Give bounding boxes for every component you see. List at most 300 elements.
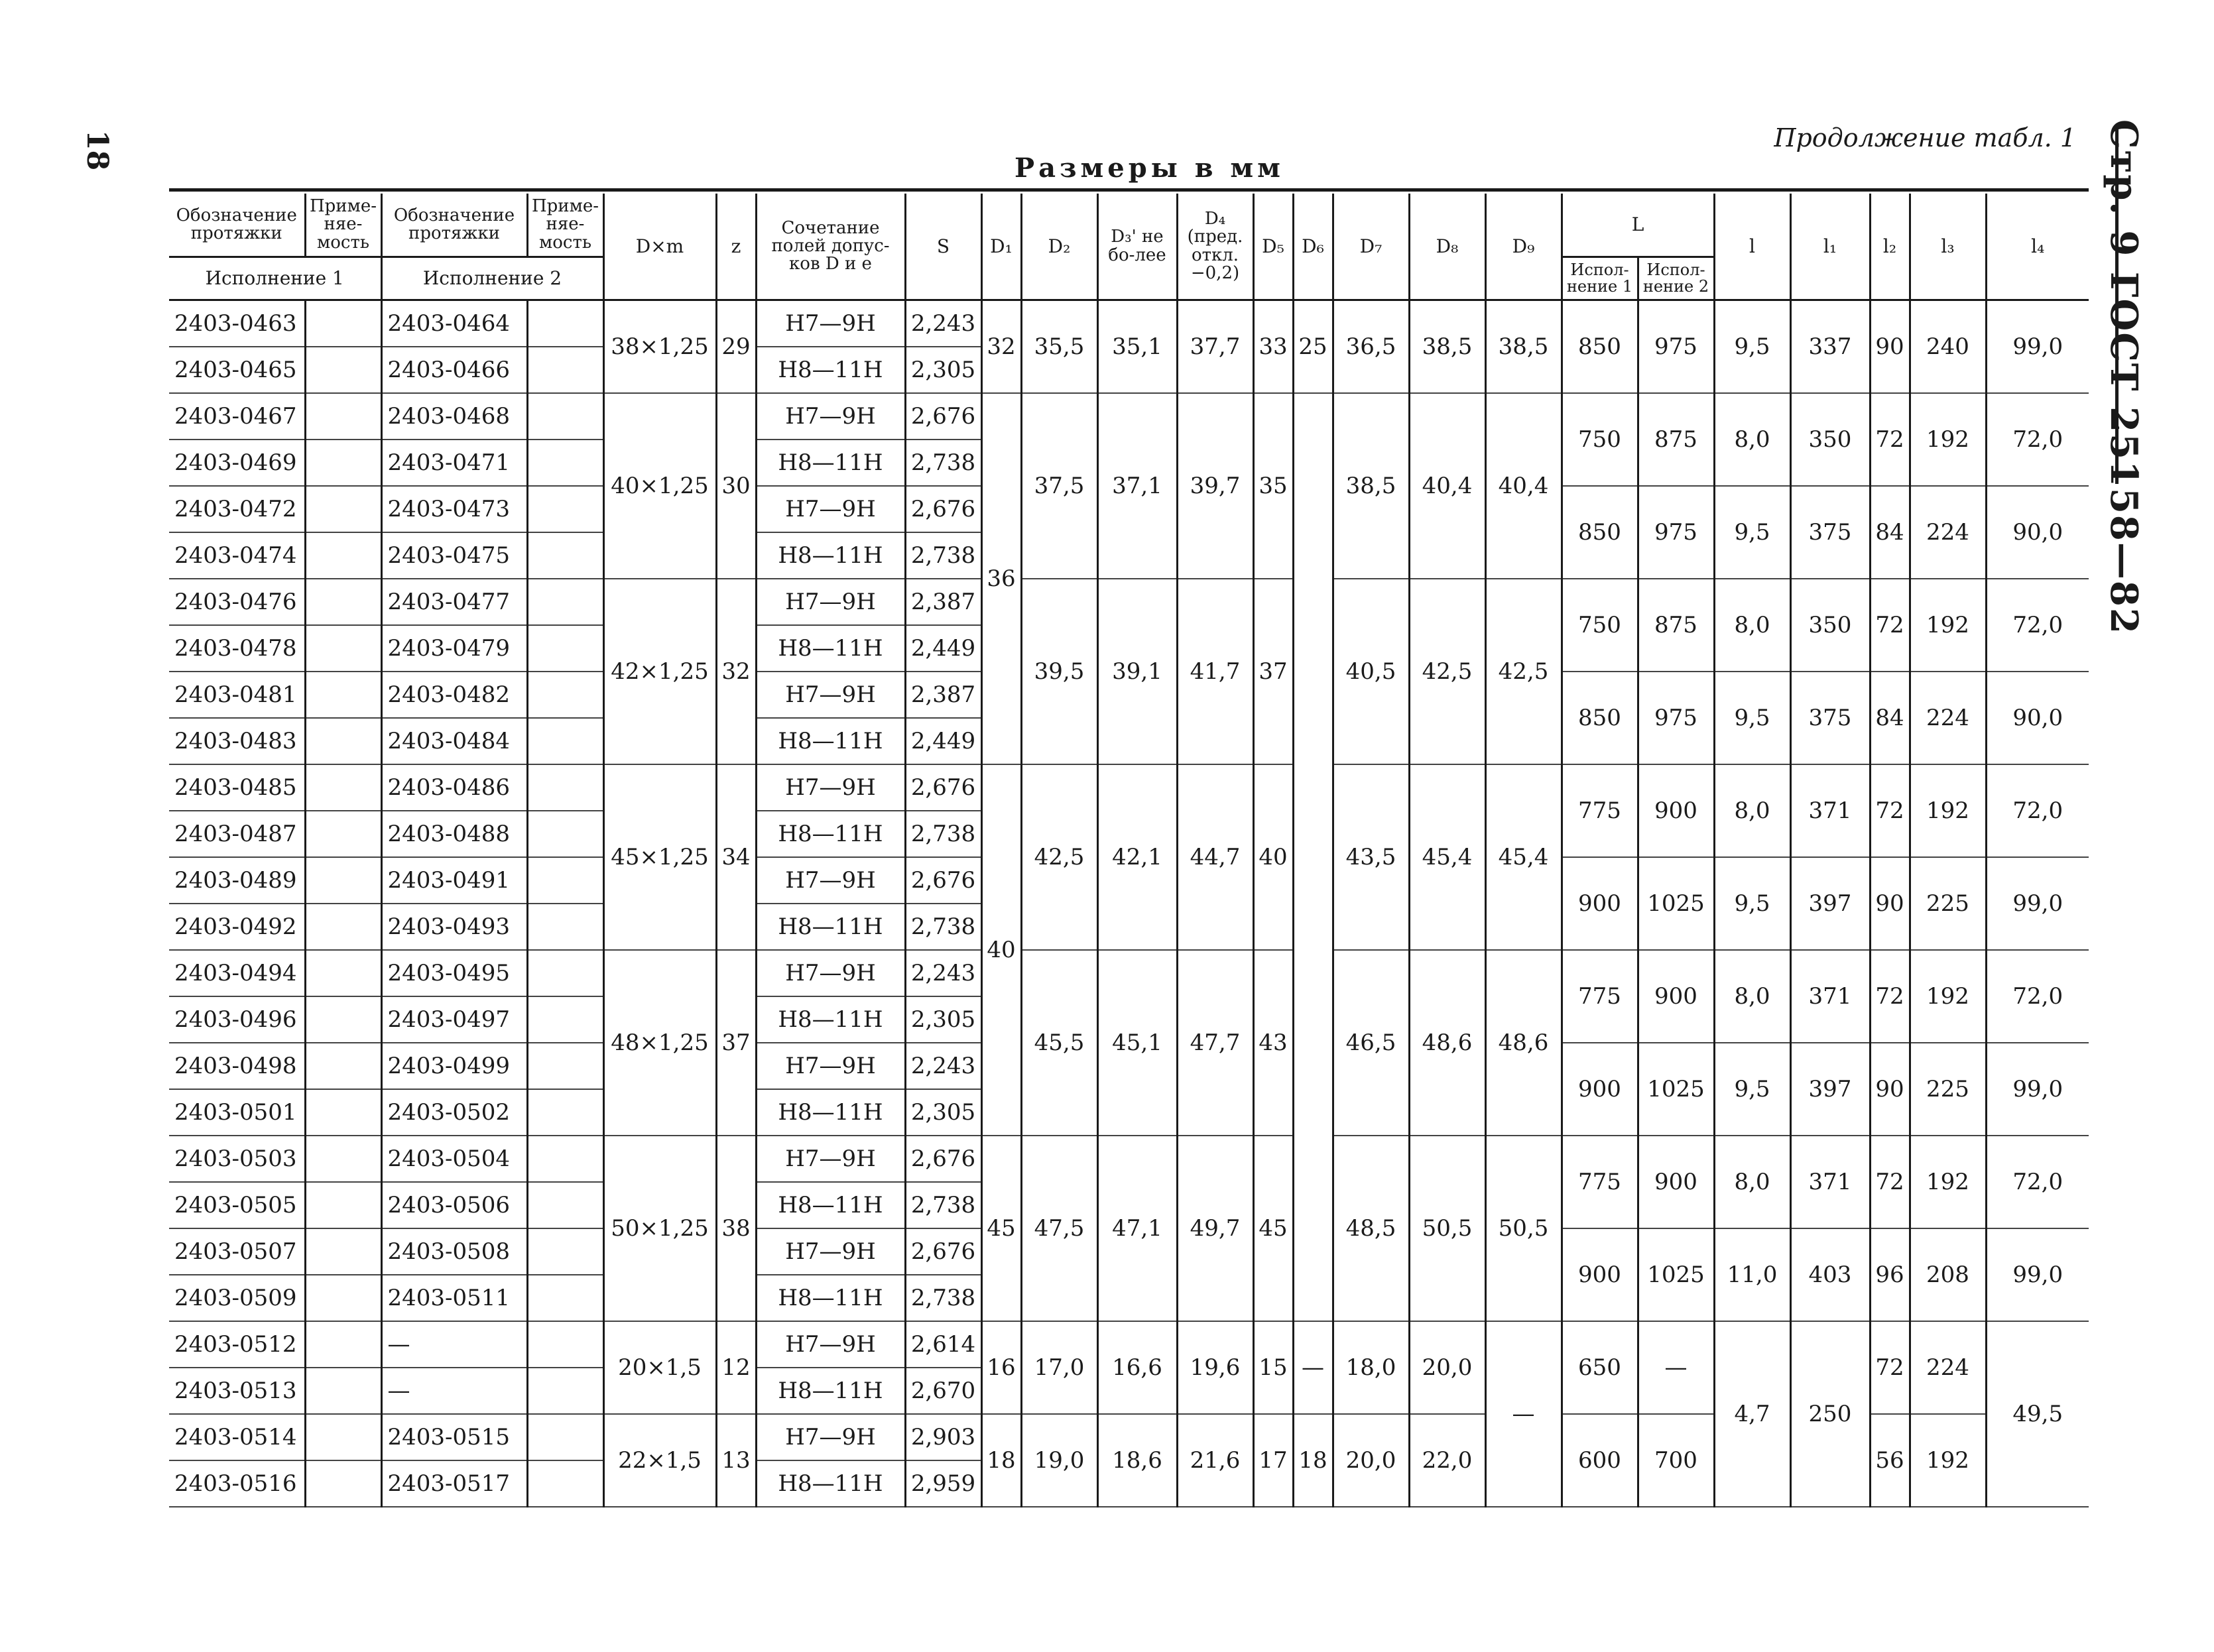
- cell-s: 2,676: [905, 857, 981, 904]
- header-dxm: D×m: [603, 194, 716, 300]
- cell-l: 11,0: [1714, 1228, 1790, 1321]
- cell-l3: 192: [1910, 1414, 1986, 1507]
- cell-d8: 20,0: [1409, 1321, 1485, 1414]
- cell-p1: [305, 1136, 381, 1182]
- cell-tol: H7—9H: [756, 1414, 905, 1460]
- cell-d7: 48,5: [1333, 1136, 1409, 1321]
- cell-d9: —: [1485, 1321, 1562, 1507]
- header-tolerance: Сочетание полей допус-ков D и e: [756, 194, 905, 300]
- cell-l2: 84: [1870, 672, 1910, 764]
- cell-p1: [305, 579, 381, 625]
- cell-l4: 72,0: [1986, 950, 2089, 1043]
- cell-tol: H7—9H: [756, 300, 905, 347]
- units-caption: Размеры в мм: [1015, 152, 1284, 184]
- cell-p2: [527, 625, 603, 672]
- cell-tol: H8—11H: [756, 440, 905, 486]
- cell-c1: 2403-0474: [169, 532, 305, 579]
- cell-d8: 45,4: [1409, 764, 1485, 950]
- cell-c2: 2403-0504: [381, 1136, 527, 1182]
- cell-p2: [527, 440, 603, 486]
- cell-c1: 2403-0494: [169, 950, 305, 996]
- cell-p1: [305, 811, 381, 857]
- cell-z: 12: [716, 1321, 756, 1414]
- cell-l1: 371: [1790, 950, 1870, 1043]
- cell-c2: 2403-0482: [381, 672, 527, 718]
- cell-p1: [305, 904, 381, 950]
- cell-l1: 375: [1790, 486, 1870, 579]
- cell-dxm: 20×1,5: [603, 1321, 716, 1414]
- cell-s: 2,676: [905, 393, 981, 440]
- cell-p1: [305, 1321, 381, 1368]
- cell-tol: H7—9H: [756, 857, 905, 904]
- cell-d8: 50,5: [1409, 1136, 1485, 1321]
- cell-c1: 2403-0501: [169, 1089, 305, 1136]
- cell-L1: 900: [1562, 1228, 1638, 1321]
- cell-L2: 1025: [1638, 857, 1714, 950]
- header-d1: D₁: [981, 194, 1021, 300]
- cell-d7: 43,5: [1333, 764, 1409, 950]
- cell-s: 2,738: [905, 904, 981, 950]
- cell-d8: 38,5: [1409, 300, 1485, 394]
- cell-l1: 350: [1790, 579, 1870, 672]
- cell-c2: 2403-0515: [381, 1414, 527, 1460]
- cell-l4: 72,0: [1986, 393, 2089, 486]
- dimensions-table: [169, 194, 2089, 1507]
- cell-d5: 33: [1253, 300, 1293, 394]
- cell-l1: 371: [1790, 764, 1870, 857]
- cell-L2: 875: [1638, 579, 1714, 672]
- table-row: [169, 1136, 2089, 1182]
- cell-p2: [527, 718, 603, 764]
- header-d6: D₆: [1293, 194, 1333, 300]
- cell-d1: 36: [981, 393, 1021, 764]
- cell-l2: 72: [1870, 764, 1910, 857]
- cell-d8: 22,0: [1409, 1414, 1485, 1507]
- cell-d4: 19,6: [1177, 1321, 1253, 1414]
- cell-s: 2,243: [905, 950, 981, 996]
- cell-p2: [527, 1368, 603, 1414]
- cell-p1: [305, 764, 381, 811]
- cell-l2: 72: [1870, 579, 1910, 672]
- cell-d7: 36,5: [1333, 300, 1409, 394]
- cell-p2: [527, 904, 603, 950]
- cell-d4: 37,7: [1177, 300, 1253, 394]
- cell-p1: [305, 1275, 381, 1321]
- cell-dxm: 50×1,25: [603, 1136, 716, 1321]
- header-oboz-2: Обозначение протяжки: [381, 194, 527, 257]
- cell-c1: 2403-0476: [169, 579, 305, 625]
- cell-dxm: 48×1,25: [603, 950, 716, 1136]
- cell-d4: 39,7: [1177, 393, 1253, 579]
- cell-tol: H8—11H: [756, 1275, 905, 1321]
- cell-d3: 47,1: [1097, 1136, 1177, 1321]
- cell-c1: 2403-0492: [169, 904, 305, 950]
- cell-l4: 72,0: [1986, 1136, 2089, 1228]
- cell-L2: 975: [1638, 672, 1714, 764]
- cell-p1: [305, 950, 381, 996]
- cell-tol: H7—9H: [756, 950, 905, 996]
- cell-p2: [527, 1414, 603, 1460]
- header-L: L: [1562, 194, 1714, 257]
- page-number: 18: [80, 130, 114, 171]
- cell-z: 34: [716, 764, 756, 950]
- cell-l1: 350: [1790, 393, 1870, 486]
- cell-d3: 39,1: [1097, 579, 1177, 764]
- cell-s: 2,305: [905, 347, 981, 393]
- cell-l4: 99,0: [1986, 1043, 2089, 1136]
- cell-c1: 2403-0485: [169, 764, 305, 811]
- cell-z: 13: [716, 1414, 756, 1507]
- cell-p2: [527, 486, 603, 532]
- cell-d4: 44,7: [1177, 764, 1253, 950]
- cell-tol: H8—11H: [756, 625, 905, 672]
- cell-l: 9,5: [1714, 857, 1790, 950]
- cell-d5: 43: [1253, 950, 1293, 1136]
- cell-p2: [527, 764, 603, 811]
- cell-p1: [305, 1460, 381, 1507]
- cell-l3: 225: [1910, 1043, 1986, 1136]
- header-isp1: Исполнение 1: [169, 257, 381, 300]
- cell-L1: 850: [1562, 486, 1638, 579]
- cell-c2: 2403-0477: [381, 579, 527, 625]
- cell-c1: 2403-0483: [169, 718, 305, 764]
- cell-L1: 850: [1562, 672, 1638, 764]
- cell-d3: 45,1: [1097, 950, 1177, 1136]
- cell-c1: 2403-0509: [169, 1275, 305, 1321]
- cell-c1: 2403-0503: [169, 1136, 305, 1182]
- cell-l4: 90,0: [1986, 486, 2089, 579]
- cell-L1: 750: [1562, 579, 1638, 672]
- cell-c1: 2403-0512: [169, 1321, 305, 1368]
- cell-c1: 2403-0496: [169, 996, 305, 1043]
- cell-l3: 224: [1910, 672, 1986, 764]
- cell-d5: 40: [1253, 764, 1293, 950]
- cell-tol: H8—11H: [756, 996, 905, 1043]
- header-d7: D₇: [1333, 194, 1409, 300]
- header-prim-2: Приме-няе-мость: [527, 194, 603, 257]
- cell-p2: [527, 1136, 603, 1182]
- cell-c2: —: [381, 1321, 527, 1368]
- cell-l1: 397: [1790, 857, 1870, 950]
- cell-l2: 90: [1870, 1043, 1910, 1136]
- cell-c2: 2403-0486: [381, 764, 527, 811]
- cell-dxm: 38×1,25: [603, 300, 716, 394]
- cell-d1: 45: [981, 1136, 1021, 1321]
- cell-c1: 2403-0513: [169, 1368, 305, 1414]
- cell-d9: 40,4: [1485, 393, 1562, 579]
- cell-l3: 192: [1910, 950, 1986, 1043]
- cell-l4: 90,0: [1986, 672, 2089, 764]
- cell-s: 2,738: [905, 440, 981, 486]
- cell-s: 2,959: [905, 1460, 981, 1507]
- cell-d1: 18: [981, 1414, 1021, 1507]
- cell-z: 32: [716, 579, 756, 764]
- header-l1: l₁: [1790, 194, 1870, 300]
- cell-tol: H7—9H: [756, 393, 905, 440]
- cell-d2: 19,0: [1021, 1414, 1097, 1507]
- cell-d7: 40,5: [1333, 579, 1409, 764]
- cell-d8: 40,4: [1409, 393, 1485, 579]
- header-d5: D₅: [1253, 194, 1293, 300]
- cell-z: 37: [716, 950, 756, 1136]
- cell-l3: 192: [1910, 764, 1986, 857]
- cell-l3: 192: [1910, 579, 1986, 672]
- cell-d2: 35,5: [1021, 300, 1097, 394]
- cell-l4: 99,0: [1986, 1228, 2089, 1321]
- cell-l: 8,0: [1714, 950, 1790, 1043]
- cell-d4: 47,7: [1177, 950, 1253, 1136]
- cell-c1: 2403-0481: [169, 672, 305, 718]
- header-d3: D₃' не бо-лее: [1097, 194, 1177, 300]
- cell-tol: H7—9H: [756, 1136, 905, 1182]
- cell-s: 2,676: [905, 486, 981, 532]
- cell-d7: 18,0: [1333, 1321, 1409, 1414]
- cell-d3: 37,1: [1097, 393, 1177, 579]
- cell-s: 2,738: [905, 1182, 981, 1228]
- cell-c2: 2403-0491: [381, 857, 527, 904]
- cell-L1: 900: [1562, 857, 1638, 950]
- cell-tol: H8—11H: [756, 1089, 905, 1136]
- cell-L2: 975: [1638, 486, 1714, 579]
- cell-c1: 2403-0489: [169, 857, 305, 904]
- cell-p1: [305, 440, 381, 486]
- cell-c2: 2403-0508: [381, 1228, 527, 1275]
- cell-d5: 35: [1253, 393, 1293, 579]
- cell-L2: 900: [1638, 950, 1714, 1043]
- cell-p2: [527, 950, 603, 996]
- header-L-isp1: Испол-нение 1: [1562, 257, 1638, 300]
- cell-c1: 2403-0505: [169, 1182, 305, 1228]
- cell-dxm: 22×1,5: [603, 1414, 716, 1507]
- cell-p1: [305, 672, 381, 718]
- cell-p1: [305, 532, 381, 579]
- cell-c2: 2403-0484: [381, 718, 527, 764]
- cell-L1: 600: [1562, 1414, 1638, 1507]
- cell-l3: 225: [1910, 857, 1986, 950]
- cell-z: 29: [716, 300, 756, 394]
- cell-d6: —: [1293, 1321, 1333, 1414]
- cell-d3: 42,1: [1097, 764, 1177, 950]
- table-top-rule: [169, 188, 2089, 192]
- cell-c1: 2403-0487: [169, 811, 305, 857]
- cell-l: 4,7: [1714, 1321, 1790, 1507]
- cell-L2: 975: [1638, 300, 1714, 394]
- cell-p2: [527, 532, 603, 579]
- cell-c1: 2403-0514: [169, 1414, 305, 1460]
- cell-c2: 2403-0499: [381, 1043, 527, 1089]
- cell-d4: 21,6: [1177, 1414, 1253, 1507]
- cell-L2: —: [1638, 1321, 1714, 1414]
- cell-tol: H7—9H: [756, 672, 905, 718]
- header-l3: l₃: [1910, 194, 1986, 300]
- cell-tol: H7—9H: [756, 1043, 905, 1089]
- cell-d3: 18,6: [1097, 1414, 1177, 1507]
- cell-s: 2,903: [905, 1414, 981, 1460]
- cell-l2: 90: [1870, 300, 1910, 394]
- header-isp2: Исполнение 2: [381, 257, 603, 300]
- table-row: [169, 764, 2089, 811]
- header-l4: l₄: [1986, 194, 2089, 300]
- cell-tol: H8—11H: [756, 1182, 905, 1228]
- cell-d7: 20,0: [1333, 1414, 1409, 1507]
- cell-dxm: 42×1,25: [603, 579, 716, 764]
- cell-p2: [527, 672, 603, 718]
- cell-c1: 2403-0467: [169, 393, 305, 440]
- cell-d6: [1293, 393, 1333, 1321]
- cell-d7: 46,5: [1333, 950, 1409, 1136]
- cell-L1: 750: [1562, 393, 1638, 486]
- side-standard-label: Стр. 9 ГОСТ 25158—82: [2102, 119, 2146, 635]
- cell-c2: 2403-0497: [381, 996, 527, 1043]
- cell-l: 8,0: [1714, 1136, 1790, 1228]
- cell-L2: 700: [1638, 1414, 1714, 1507]
- cell-L1: 850: [1562, 300, 1638, 394]
- cell-tol: H7—9H: [756, 764, 905, 811]
- cell-c2: 2403-0502: [381, 1089, 527, 1136]
- cell-p1: [305, 486, 381, 532]
- cell-d8: 48,6: [1409, 950, 1485, 1136]
- cell-p1: [305, 1089, 381, 1136]
- cell-p1: [305, 300, 381, 347]
- cell-l4: 99,0: [1986, 857, 2089, 950]
- table-body: [169, 300, 2089, 1507]
- header-L-isp2: Испол-нение 2: [1638, 257, 1714, 300]
- cell-s: 2,738: [905, 811, 981, 857]
- cell-tol: H8—11H: [756, 811, 905, 857]
- cell-p1: [305, 857, 381, 904]
- cell-d9: 48,6: [1485, 950, 1562, 1136]
- cell-l1: 397: [1790, 1043, 1870, 1136]
- cell-d7: 38,5: [1333, 393, 1409, 579]
- cell-d9: 50,5: [1485, 1136, 1562, 1321]
- cell-c1: 2403-0516: [169, 1460, 305, 1507]
- header-l: l: [1714, 194, 1790, 300]
- cell-L1: 650: [1562, 1321, 1638, 1414]
- cell-d5: 45: [1253, 1136, 1293, 1321]
- header-d4: D₄ (пред. откл. −0,2): [1177, 194, 1253, 300]
- cell-d4: 49,7: [1177, 1136, 1253, 1321]
- table-row: [169, 393, 2089, 440]
- cell-l3: 224: [1910, 486, 1986, 579]
- cell-c2: 2403-0475: [381, 532, 527, 579]
- cell-p2: [527, 1460, 603, 1507]
- cell-d9: 42,5: [1485, 579, 1562, 764]
- cell-p2: [527, 300, 603, 347]
- cell-l3: 192: [1910, 393, 1986, 486]
- header-prim-1: Приме-няе-мость: [305, 194, 381, 257]
- cell-p2: [527, 1089, 603, 1136]
- cell-tol: H7—9H: [756, 486, 905, 532]
- cell-l2: 72: [1870, 950, 1910, 1043]
- cell-s: 2,449: [905, 625, 981, 672]
- cell-s: 2,243: [905, 1043, 981, 1089]
- cell-L1: 775: [1562, 764, 1638, 857]
- cell-l2: 84: [1870, 486, 1910, 579]
- cell-c1: 2403-0463: [169, 300, 305, 347]
- cell-d2: 45,5: [1021, 950, 1097, 1136]
- cell-s: 2,738: [905, 532, 981, 579]
- cell-c1: 2403-0465: [169, 347, 305, 393]
- cell-c2: 2403-0495: [381, 950, 527, 996]
- cell-d1: 40: [981, 764, 1021, 1136]
- cell-p2: [527, 1275, 603, 1321]
- cell-l2: 56: [1870, 1414, 1910, 1507]
- cell-p2: [527, 1182, 603, 1228]
- cell-l2: 96: [1870, 1228, 1910, 1321]
- header-s: S: [905, 194, 981, 300]
- cell-c1: 2403-0472: [169, 486, 305, 532]
- cell-c1: 2403-0507: [169, 1228, 305, 1275]
- cell-p1: [305, 393, 381, 440]
- cell-l3: 240: [1910, 300, 1986, 394]
- cell-l1: 250: [1790, 1321, 1870, 1507]
- cell-l4: 72,0: [1986, 579, 2089, 672]
- header-d9: D₉: [1485, 194, 1562, 300]
- cell-p2: [527, 1321, 603, 1368]
- header-d8: D₈: [1409, 194, 1485, 300]
- table-row: [169, 300, 2089, 347]
- cell-L1: 900: [1562, 1043, 1638, 1136]
- cell-c2: 2403-0464: [381, 300, 527, 347]
- cell-c2: 2403-0506: [381, 1182, 527, 1228]
- cell-l: 9,5: [1714, 486, 1790, 579]
- cell-l4: 72,0: [1986, 764, 2089, 857]
- cell-l3: 224: [1910, 1321, 1986, 1414]
- cell-d2: 17,0: [1021, 1321, 1097, 1414]
- cell-l1: 403: [1790, 1228, 1870, 1321]
- cell-l: 9,5: [1714, 1043, 1790, 1136]
- cell-c2: 2403-0468: [381, 393, 527, 440]
- cell-d6: 18: [1293, 1414, 1333, 1507]
- cell-l2: 72: [1870, 1136, 1910, 1228]
- cell-c1: 2403-0478: [169, 625, 305, 672]
- cell-l: 8,0: [1714, 764, 1790, 857]
- cell-p1: [305, 347, 381, 393]
- cell-tol: H8—11H: [756, 1460, 905, 1507]
- cell-l: 9,5: [1714, 300, 1790, 394]
- cell-l3: 192: [1910, 1136, 1986, 1228]
- cell-d4: 41,7: [1177, 579, 1253, 764]
- cell-l2: 72: [1870, 1321, 1910, 1414]
- cell-d5: 37: [1253, 579, 1293, 764]
- cell-c1: 2403-0498: [169, 1043, 305, 1089]
- cell-d9: 45,4: [1485, 764, 1562, 950]
- header-z: z: [716, 194, 756, 300]
- continuation-label: Продолжение табл. 1: [1774, 123, 2076, 152]
- cell-s: 2,305: [905, 1089, 981, 1136]
- table-row: [169, 950, 2089, 996]
- cell-d9: 38,5: [1485, 300, 1562, 394]
- cell-L2: 900: [1638, 1136, 1714, 1228]
- cell-d6: 25: [1293, 300, 1333, 394]
- cell-l: 8,0: [1714, 393, 1790, 486]
- cell-dxm: 40×1,25: [603, 393, 716, 579]
- cell-l: 8,0: [1714, 579, 1790, 672]
- cell-d5: 17: [1253, 1414, 1293, 1507]
- cell-s: 2,387: [905, 579, 981, 625]
- cell-s: 2,676: [905, 1228, 981, 1275]
- cell-p2: [527, 996, 603, 1043]
- cell-c1: 2403-0469: [169, 440, 305, 486]
- cell-c2: 2403-0473: [381, 486, 527, 532]
- cell-p2: [527, 393, 603, 440]
- cell-p2: [527, 579, 603, 625]
- cell-c2: 2403-0479: [381, 625, 527, 672]
- cell-tol: H7—9H: [756, 1228, 905, 1275]
- cell-tol: H8—11H: [756, 347, 905, 393]
- cell-s: 2,387: [905, 672, 981, 718]
- cell-L2: 900: [1638, 764, 1714, 857]
